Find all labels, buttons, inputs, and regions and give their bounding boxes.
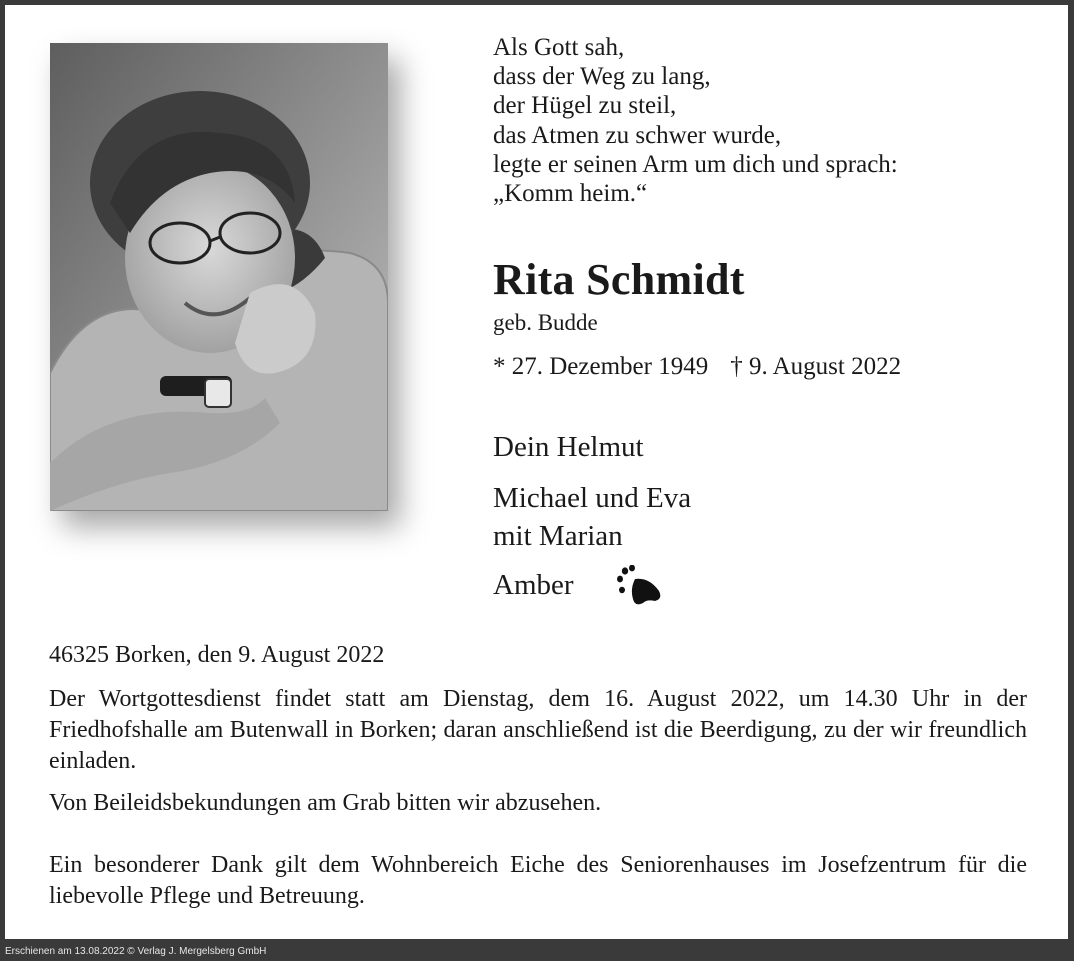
service-details: Der Wortgottesdienst findet statt am Dienstag, dem 16. August 2022, um 14.30 Uhr in der Friedhofshalle am Butenwall in Borken; daran anschließend ist die Beerdigung, zu der wir freundlich einladen. bbox=[49, 686, 1027, 774]
birth-date: * 27. Dezember 1949 bbox=[493, 353, 709, 380]
poem-line: Als Gott sah, bbox=[493, 34, 625, 61]
mourner-pet: Amber bbox=[493, 569, 574, 601]
death-date: † 9. August 2022 bbox=[730, 353, 902, 380]
poem-line: legte er seinen Arm um dich und sprach: bbox=[493, 150, 898, 178]
place-date: 46325 Borken, den 9. August 2022 bbox=[49, 642, 385, 668]
portrait-illustration bbox=[50, 43, 388, 511]
poem bbox=[493, 33, 898, 208]
publication-footer: Erschienen am 13.08.2022 © Verlag J. Mergelsberg GmbH bbox=[5, 946, 267, 957]
mourner-grandchild: mit Marian bbox=[493, 520, 623, 552]
condolence-note: Von Beileidsbekundungen am Grab bitten wir abzusehen. bbox=[49, 790, 602, 816]
portrait-photo bbox=[50, 43, 388, 511]
mourner-spouse: Dein Helmut bbox=[493, 431, 644, 463]
life-dates bbox=[493, 353, 901, 381]
thanks-note: Ein besonderer Dank gilt dem Wohnbereich Eiche des Seniorenhauses im Josefzentrum für die liebevolle Pflege und Betreuung. bbox=[49, 852, 1027, 909]
poem-line: das Atmen zu schwer wurde, bbox=[493, 121, 782, 149]
poem-line: der Hügel zu steil, bbox=[493, 92, 677, 120]
paw-print-icon bbox=[615, 565, 665, 607]
deceased-name: Rita Schmidt bbox=[493, 255, 745, 304]
poem-line: „Komm heim.“ bbox=[493, 180, 648, 208]
birth-name: geb. Budde bbox=[493, 310, 598, 335]
mourner-children: Michael und Eva bbox=[493, 482, 692, 514]
poem-line: dass der Weg zu lang, bbox=[493, 63, 711, 91]
